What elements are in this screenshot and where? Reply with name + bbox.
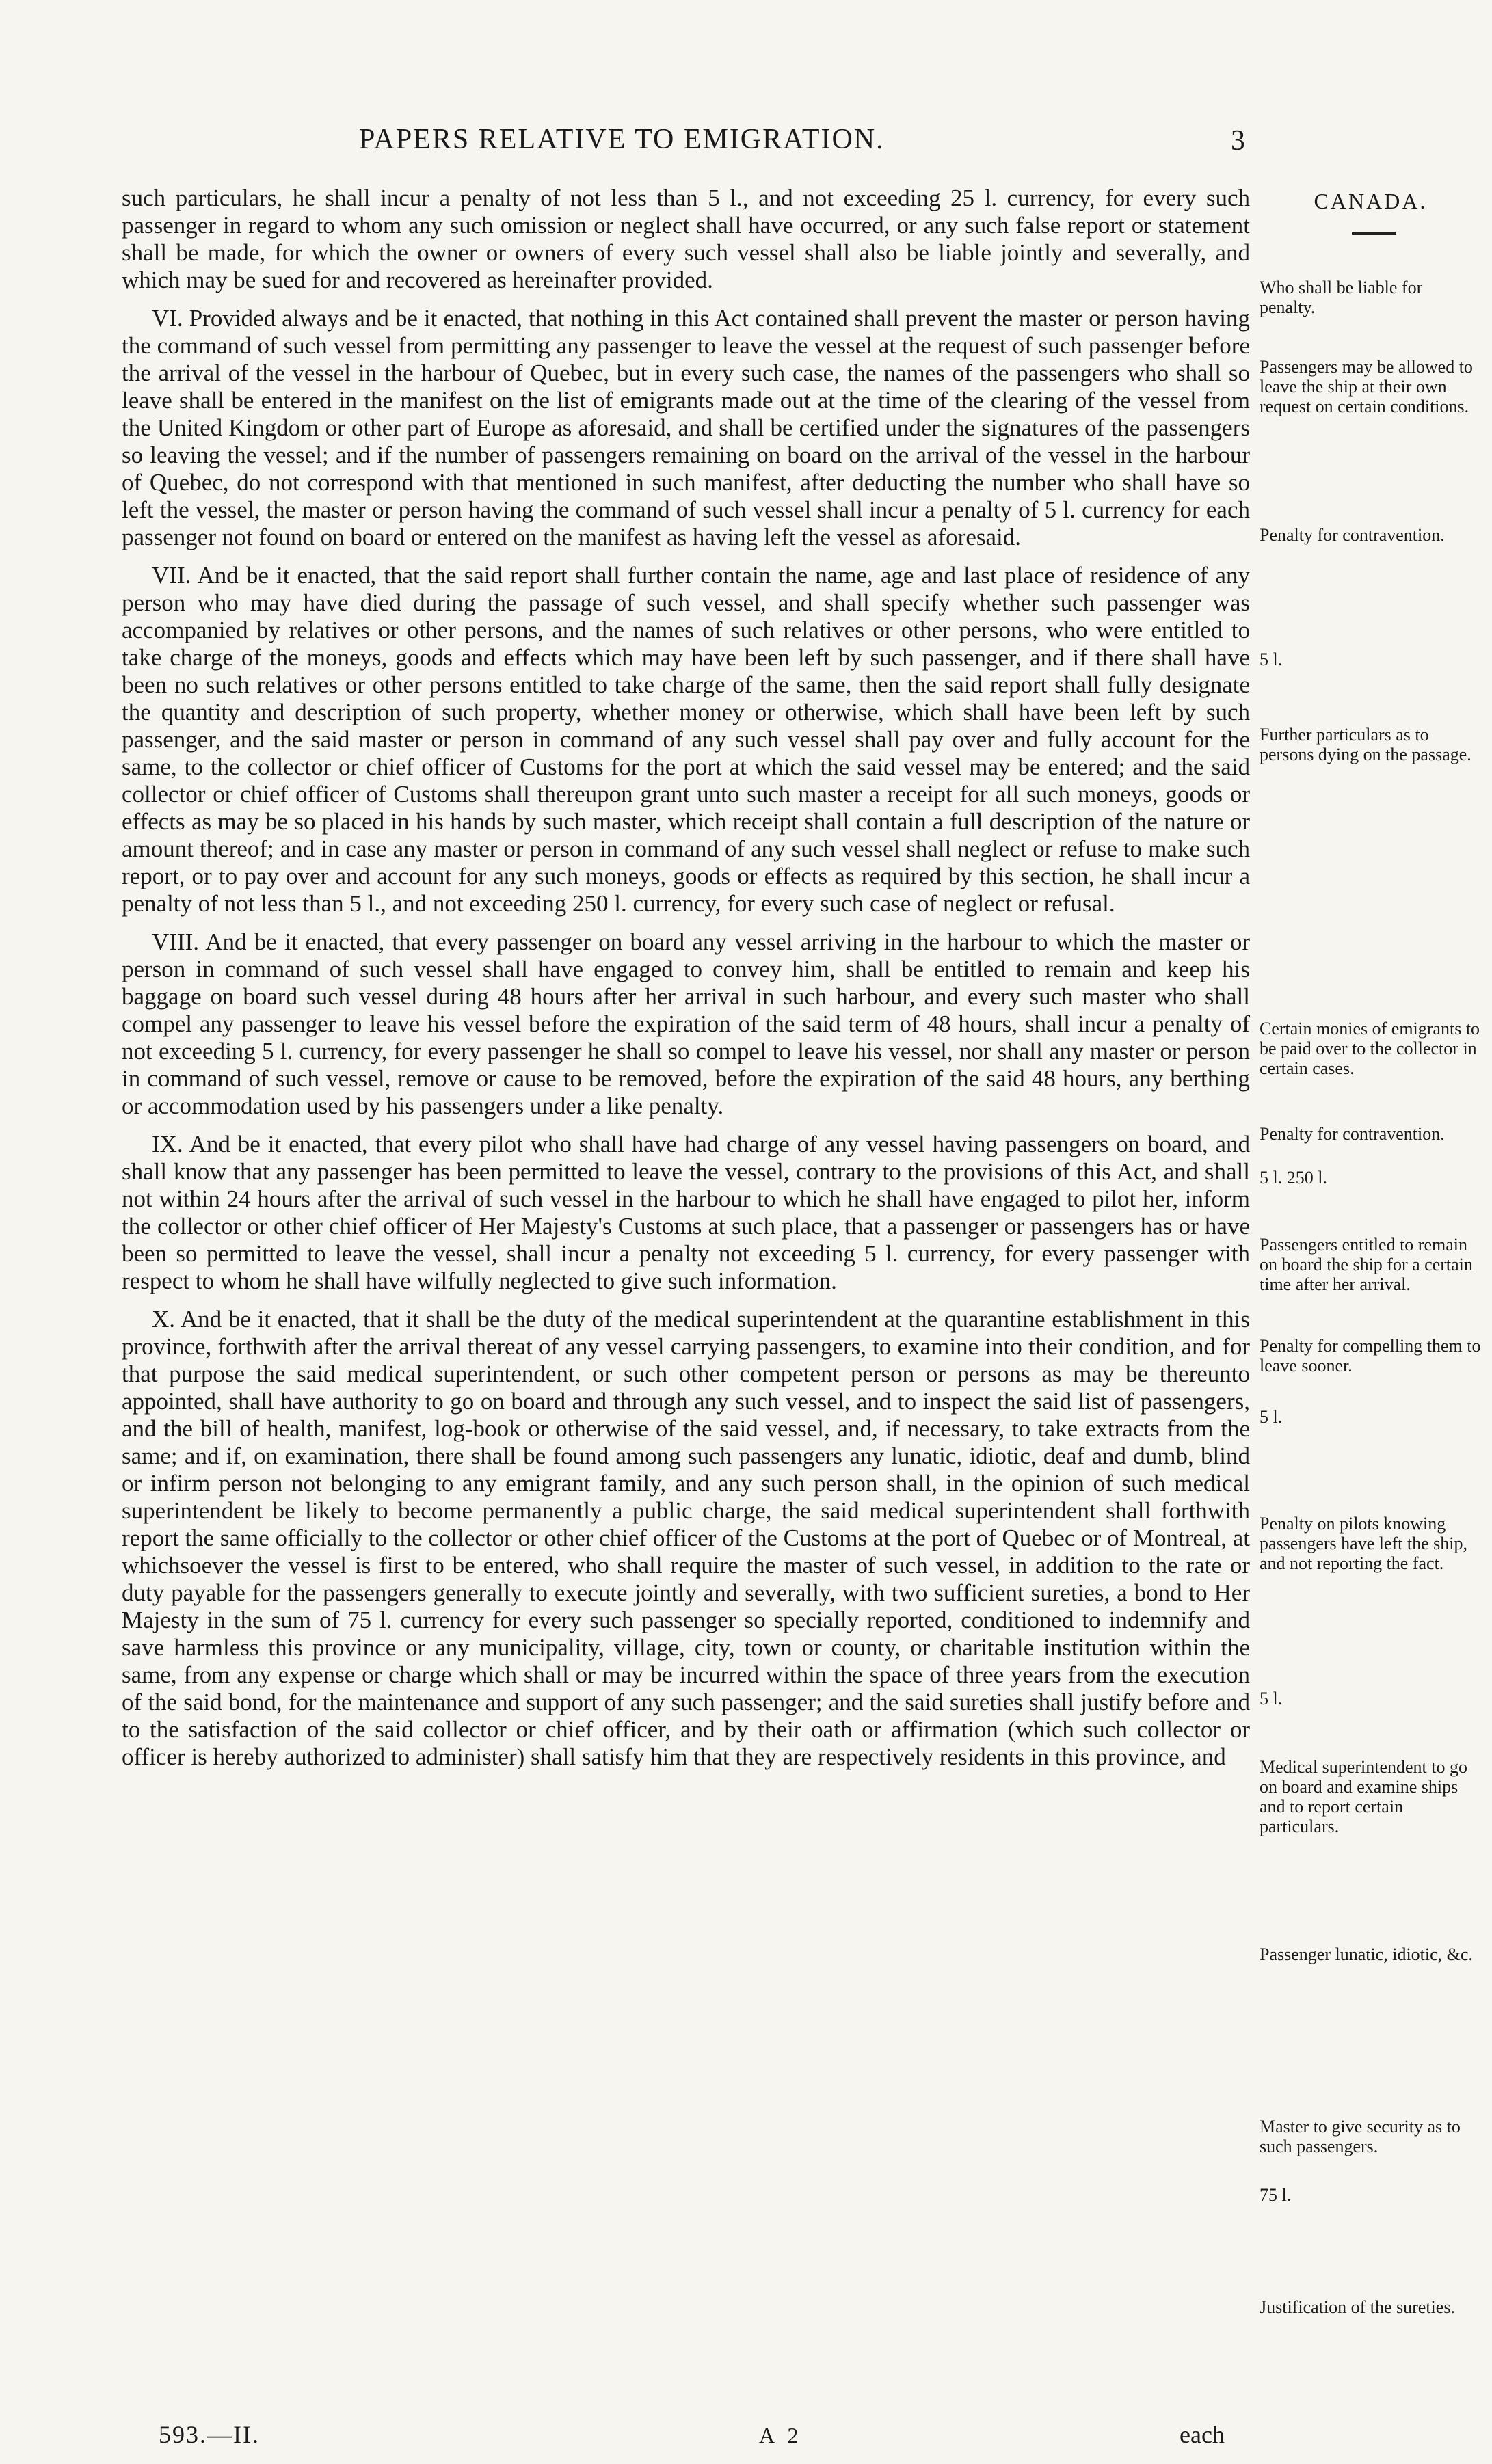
page-title: PAPERS RELATIVE TO EMIGRATION. bbox=[359, 124, 885, 155]
paragraph-section-x: X. And be it enacted, that it shall be the duty of the medical superintendent at the quarantine establishment in this province, forthwith after the arrival thereat of any vessel carrying passengers, to examine into their condition, and for that purpose the said medical superintendent, or such other competent person or persons as may be thereunto appointed, shall have authority to go on board and through any such vessel, and to inspect the said list of passengers, and the bill of health, manifest, log-book or otherwise of the said vessel, and, if necessary, to take extracts from the same; and if, on examination, there shall be found among such passengers any lunatic, idiotic, deaf and dumb, blind or infirm person not belonging to any emigrant family, and any such person shall, in the opinion of such medical superintendent be likely to become permanently a public charge, the said medical superintendent shall forthwith report the same officially to the collector or other chief officer of the Customs at the port of Quebec or of Montreal, at whichsoever the vessel is first to be entered, who shall require the master of such vessel, in addition to the rate or duty payable for the passengers generally to execute jointly and severally, with two sufficient sureties, a bond to Her Majesty in the sum of 75 l. currency for every such passenger so specially reported, conditioned to indemnify and save harmless this province or any municipality, village, city, town or county, or charitable institution within the same, from any expense or charge which shall or may be incurred within the space of three years from the execution of the said bond, for the maintenance and support of any such passenger; and the said sureties shall justify before and to the satisfaction of the said collector or chief officer, and by their oath or affirmation (which such collector or officer is hereby authorized to administer) shall satisfy him that they are respectively residents in this province, and bbox=[122, 1306, 1250, 1770]
margin-region-heading: CANADA. bbox=[1314, 189, 1428, 213]
signature-mark: A 2 bbox=[759, 2423, 803, 2448]
paragraph-section-ix: IX. And be it enacted, that every pilot who shall have had charge of any vessel having passengers on board, and shall know that any passenger has been permitted to leave the vessel, contrary to the provisions of this Act, and shall not within 24 hours after the arrival of such vessel in the harbour to which he shall have engaged to pilot her, inform the collector or other chief officer of Her Majesty's Customs at such place, that a passenger or passengers has or have been so permitted to leave the vessel, shall incur a penalty not exceeding 5 l. currency, for every passenger with respect to whom he shall have wilfully neglected to give such information. bbox=[122, 1131, 1250, 1294]
margin-note: 75 l. bbox=[1260, 2185, 1292, 2205]
margin-note: Penalty for contravention. bbox=[1260, 1124, 1445, 1144]
paragraph-section-vi: VI. Provided always and be it enacted, that nothing in this Act contained shall prevent the master or person having the command of such vessel from permitting any passenger to leave the vessel at the request of such passenger before the arrival of the vessel in the harbour of Quebec, but in every such case, the names of the passengers who shall so leave shall be entered in the manifest on the list of emigrants made out at the time of the clearing of the vessel from the United Kingdom or other part of Europe as aforesaid, and shall be certified under the signatures of the passengers so leaving the vessel; and if the number of passengers remaining on board on the arrival of the vessel in the harbour of Quebec, do not correspond with that mentioned in such manifest, after deducting the number who shall have so left the vessel, the master or person having the command of such vessel shall incur a penalty of 5 l. currency for each passenger not found on board or entered on the manifest as having left the vessel as aforesaid. bbox=[122, 305, 1250, 550]
page-footer bbox=[0, 2420, 1492, 2461]
running-head bbox=[0, 123, 1492, 164]
body-text bbox=[122, 185, 1250, 1782]
margin-note: Certain monies of emigrants to be paid over to the collector in certain cases. bbox=[1260, 1019, 1480, 1078]
margin-note: 5 l. 250 l. bbox=[1260, 1168, 1327, 1188]
margin-note: Penalty for contravention. bbox=[1260, 525, 1445, 545]
paragraph-section-vii: VII. And be it enacted, that the said report shall further contain the name, age and last place of residence of any person who may have died during the passage of such vessel, and shall specify whether such passenger was accompanied by relatives or other persons, and the names of such relatives or other persons, who were entitled to take charge of the moneys, goods and effects which may have been left by such passenger, and if there shall have been no such relatives or other persons entitled to take charge of the same, then the said report shall fully designate the quantity and description of such property, whether money or otherwise, which shall have been left by such passenger, and the said master or person in command of any such vessel shall pay over and fully account for the same, to the collector or chief officer of Customs for the port at which the said vessel may be entered; and the said collector or chief officer of Customs shall thereupon grant unto such master a receipt for all such moneys, goods or effects as may be so placed in his hands by such master, which receipt shall contain a full description of the nature or amount thereof; and in case any master or person in command of any such vessel shall neglect or refuse to make such report, or to pay over and account for any such moneys, goods or effects as required by this section, he shall incur a penalty of not less than 5 l., and not exceeding 250 l. currency, for every such case of neglect or refusal. bbox=[122, 562, 1250, 917]
margin-note: 5 l. bbox=[1260, 1407, 1283, 1427]
margin-note: Passengers may be allowed to leave the ship at their own request on certain conditions. bbox=[1260, 357, 1473, 416]
margin-note: Further particulars as to persons dying on the passage. bbox=[1260, 725, 1471, 764]
paragraph-section-viii: VIII. And be it enacted, that every passenger on board any vessel arriving in the harbour to which the master or person in command of such vessel shall have engaged to convey him, shall be entitled to remain and keep his baggage on board such vessel during 48 hours after her arrival in such harbour, and every such master who shall compel any passenger to leave his vessel before the expiration of the said term of 48 hours, shall incur a penalty of not exceeding 5 l. currency, for every passenger he shall so compel to leave his vessel, nor shall any master or person in command of such vessel, remove or cause to be removed, before the expiration of the said 48 hours, any berthing or accommodation used by his passengers under a like penalty. bbox=[122, 928, 1250, 1119]
heading-rule bbox=[1352, 232, 1396, 235]
margin-note: 5 l. bbox=[1260, 1689, 1283, 1709]
margin-note: Master to give security as to such passengers. bbox=[1260, 2117, 1461, 2156]
page-number: 3 bbox=[1231, 125, 1245, 157]
margin-note: 5 l. bbox=[1260, 650, 1283, 669]
margin-note: Passengers entitled to remain on board the ship for a certain time after her arrival. bbox=[1260, 1235, 1473, 1294]
margin-note: Justification of the sureties. bbox=[1260, 2297, 1455, 2317]
catchword: each bbox=[1180, 2421, 1225, 2448]
margin-note: Passenger lunatic, idiotic, &c. bbox=[1260, 1944, 1473, 1964]
margin-note: Penalty on pilots knowing passengers have left the ship, and not reporting the fact. bbox=[1260, 1514, 1467, 1573]
margin-note: Medical superintendent to go on board and examine ships and to report certain particulars. bbox=[1260, 1757, 1467, 1836]
paragraph-continuation: such particulars, he shall incur a penalty of not less than 5 l., and not exceeding 25 l. currency, for every such passenger in regard to whom any such omission or neglect shall have occurred, or any such false report or statement shall be made, for which the owner or owners of every such vessel shall also be liable jointly and severally, and which may be sued for and recovered as hereinafter provided. bbox=[122, 185, 1250, 293]
margin-notes bbox=[1260, 185, 1482, 2407]
margin-note: Who shall be liable for penalty. bbox=[1260, 278, 1423, 317]
margin-note: Penalty for compelling them to leave sooner. bbox=[1260, 1336, 1481, 1376]
paper-reference: 593.—II. bbox=[159, 2421, 260, 2448]
